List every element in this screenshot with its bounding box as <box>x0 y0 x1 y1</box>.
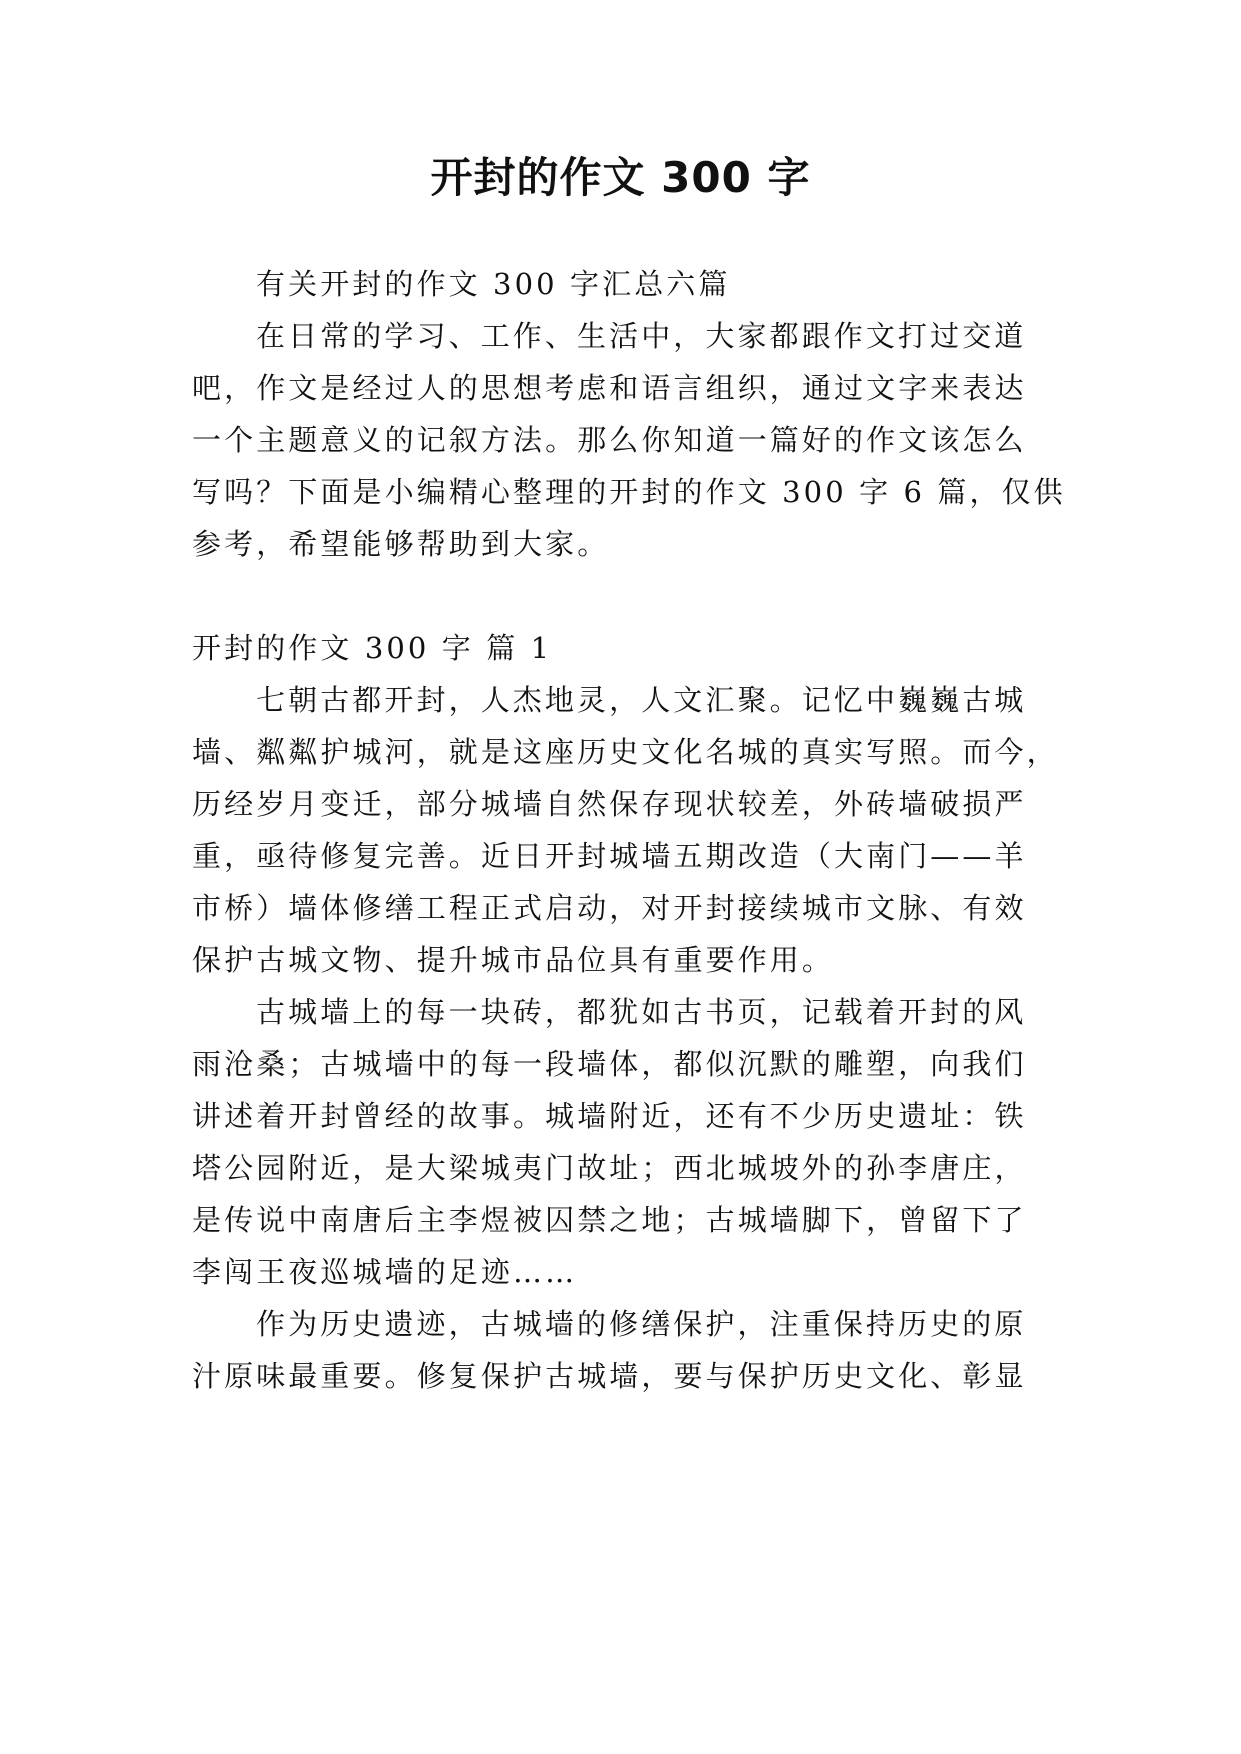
paragraph-1-line: 七朝古都开封，人杰地灵，人文汇聚。记忆中巍巍古城 <box>256 683 1027 717</box>
intro-line: 吧，作文是经过人的思想考虑和语言组织，通过文字来表达 <box>192 371 1027 405</box>
intro-line: 一个主题意义的记叙方法。那么你知道一篇好的作文该怎么 <box>192 423 1027 457</box>
paragraph-2-line: 讲述着开封曾经的故事。城墙附近，还有不少历史遗址：铁 <box>192 1099 1027 1133</box>
intro-line: 在日常的学习、工作、生活中，大家都跟作文打过交道 <box>256 319 1027 353</box>
paragraph-2-line: 李闯王夜巡城墙的足迹…… <box>192 1255 578 1289</box>
paragraph-2-line: 雨沧桑；古城墙中的每一段墙体，都似沉默的雕塑，向我们 <box>192 1047 1027 1081</box>
document-subtitle: 有关开封的作文 300 字汇总六篇 <box>256 267 731 301</box>
paragraph-1-line: 保护古城文物、提升城市品位具有重要作用。 <box>192 943 835 977</box>
document-title: 开封的作文 300 字 <box>430 153 811 202</box>
paragraph-1-line: 重，亟待修复完善。近日开封城墙五期改造（大南门——羊 <box>192 839 1027 873</box>
paragraph-3-line: 作为历史遗迹，古城墙的修缮保护，注重保持历史的原 <box>256 1307 1027 1341</box>
paragraph-2-line: 是传说中南唐后主李煜被囚禁之地；古城墙脚下，曾留下了 <box>192 1203 1027 1237</box>
paragraph-1-line: 市桥）墙体修缮工程正式启动，对开封接续城市文脉、有效 <box>192 891 1027 925</box>
paragraph-1-line: 墙、粼粼护城河，就是这座历史文化名城的真实写照。而今， <box>192 735 1059 769</box>
paragraph-3-line: 汁原味最重要。修复保护古城墙，要与保护历史文化、彰显 <box>192 1359 1027 1393</box>
intro-line: 写吗？下面是小编精心整理的开封的作文 300 字 6 篇，仅供 <box>192 475 1066 509</box>
intro-line: 参考，希望能够帮助到大家。 <box>192 527 610 561</box>
paragraph-1-line: 历经岁月变迁，部分城墙自然保存现状较差，外砖墙破损严 <box>192 787 1027 821</box>
section-heading: 开封的作文 300 字 篇 1 <box>192 631 553 665</box>
paragraph-2-line: 古城墙上的每一块砖，都犹如古书页，记载着开封的风 <box>256 995 1027 1029</box>
paragraph-2-line: 塔公园附近，是大梁城夷门故址；西北城坡外的孙李唐庄， <box>192 1151 1027 1185</box>
